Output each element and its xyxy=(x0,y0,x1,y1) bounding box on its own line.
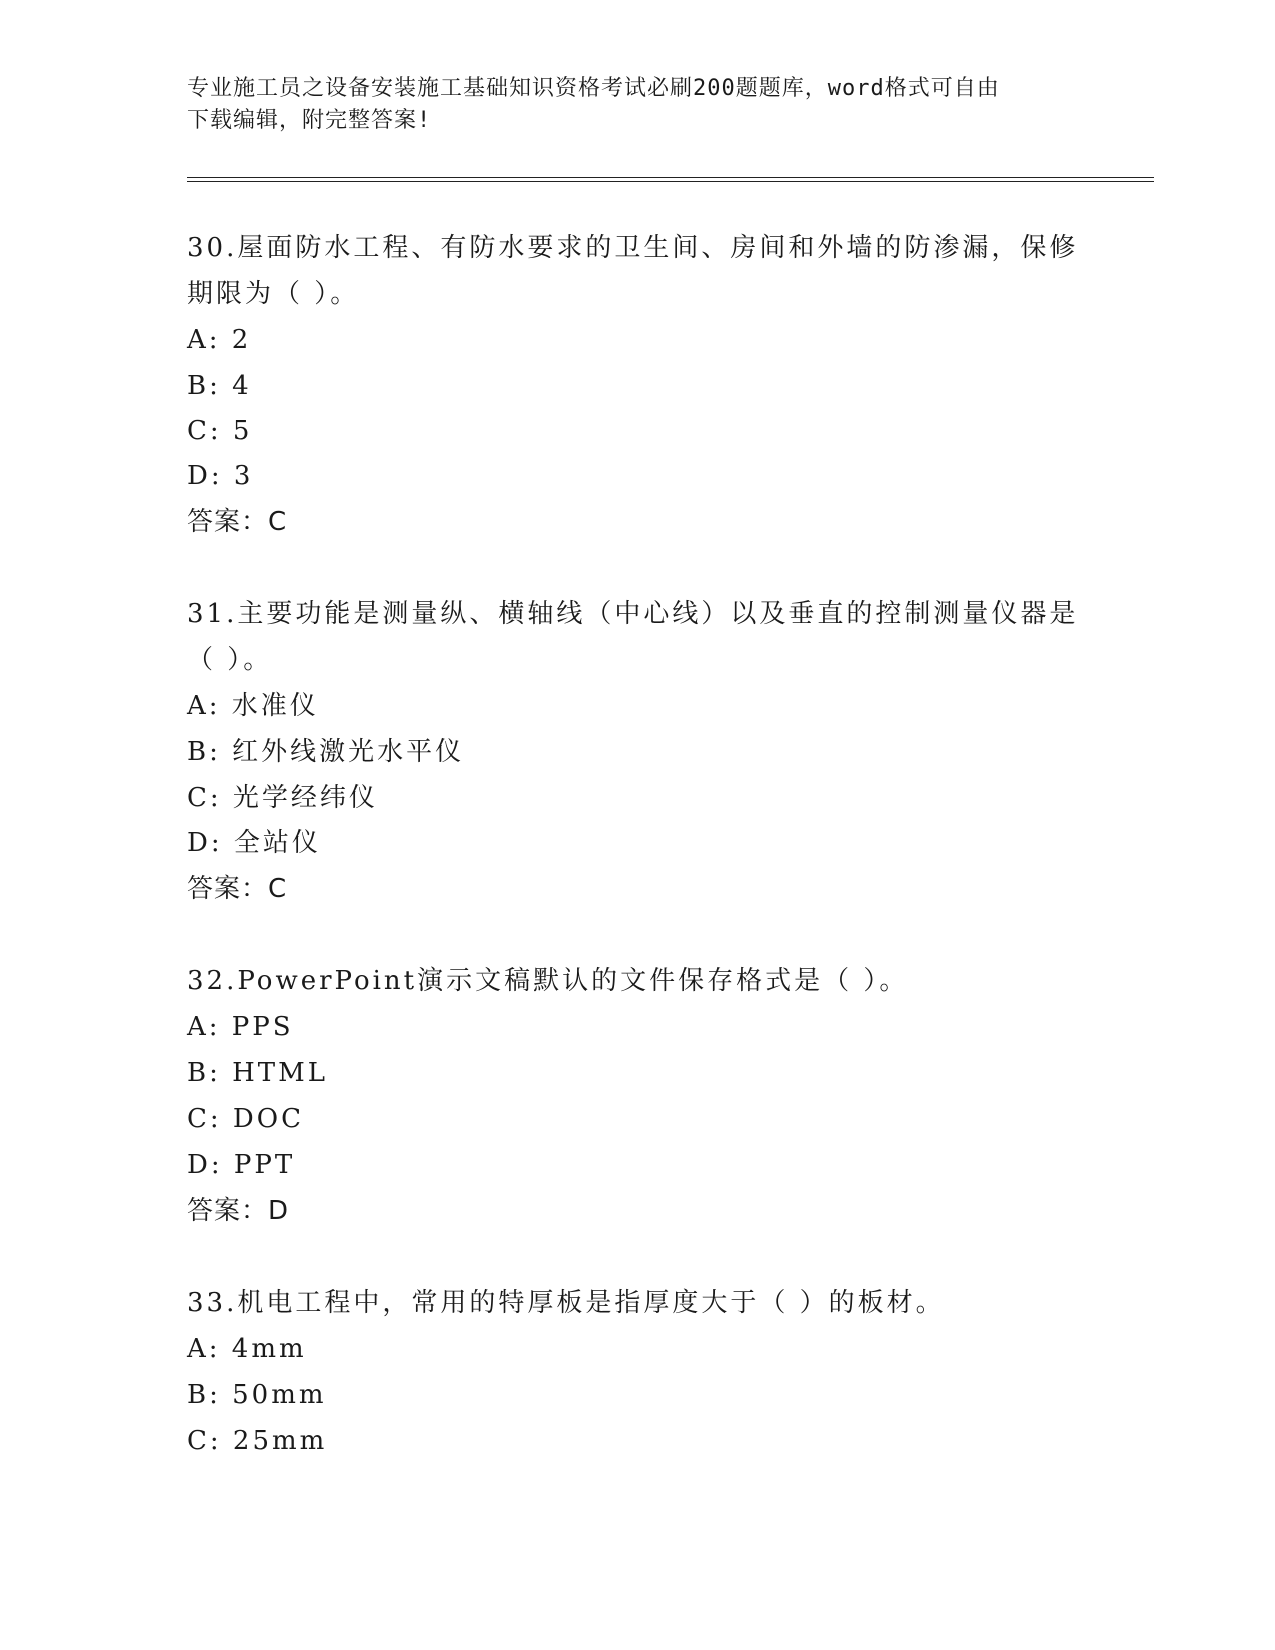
question-32-stem: 32.PowerPoint演示文稿默认的文件保存格式是（ ）。 xyxy=(187,966,909,996)
question-32-option-d: D: PPT xyxy=(187,1150,296,1180)
question-32-option-a: A: PPS xyxy=(187,1012,294,1042)
question-30-stem-line-2: 期限为（ ）。 xyxy=(187,279,360,309)
header-divider-bottom xyxy=(187,181,1154,182)
question-30-stem-line-1: 30.屋面防水工程、有防水要求的卫生间、房间和外墙的防渗漏，保修 xyxy=(187,233,1079,263)
question-33-option-a: A: 4mm xyxy=(187,1334,307,1364)
question-30-option-b: B: 4 xyxy=(187,371,252,401)
question-32-option-b: B: HTML xyxy=(187,1058,329,1088)
question-32-option-c: C: DOC xyxy=(187,1104,304,1134)
question-33-option-c: C: 25mm xyxy=(187,1426,328,1456)
header-divider-top xyxy=(187,177,1154,178)
question-31-option-a: A: 水准仪 xyxy=(187,691,319,721)
question-31-option-d: D: 全站仪 xyxy=(187,828,321,858)
question-31-option-b: B: 红外线激光水平仪 xyxy=(187,737,465,767)
question-30-option-a: A: 2 xyxy=(187,325,252,355)
question-32-answer: 答案：D xyxy=(187,1196,290,1226)
question-33-option-b: B: 50mm xyxy=(187,1380,327,1410)
question-31-answer: 答案：C xyxy=(187,874,288,904)
question-31-stem-line-2: （ ）。 xyxy=(187,645,273,675)
header-line-1: 专业施工员之设备安装施工基础知识资格考试必刷200题题库，word格式可自由 xyxy=(187,76,1000,101)
document-header xyxy=(187,73,1087,137)
question-30-option-c: C: 5 xyxy=(187,416,253,446)
question-30-answer: 答案：C xyxy=(187,507,288,537)
header-line-2: 下载编辑，附完整答案! xyxy=(187,108,432,133)
question-33-stem: 33.机电工程中，常用的特厚板是指厚度大于（ ）的板材。 xyxy=(187,1288,945,1318)
question-30-option-d: D: 3 xyxy=(187,461,254,491)
question-31-stem-line-1: 31.主要功能是测量纵、横轴线（中心线）以及垂直的控制测量仪器是 xyxy=(187,599,1079,629)
question-31-option-c: C: 光学经纬仪 xyxy=(187,783,378,813)
